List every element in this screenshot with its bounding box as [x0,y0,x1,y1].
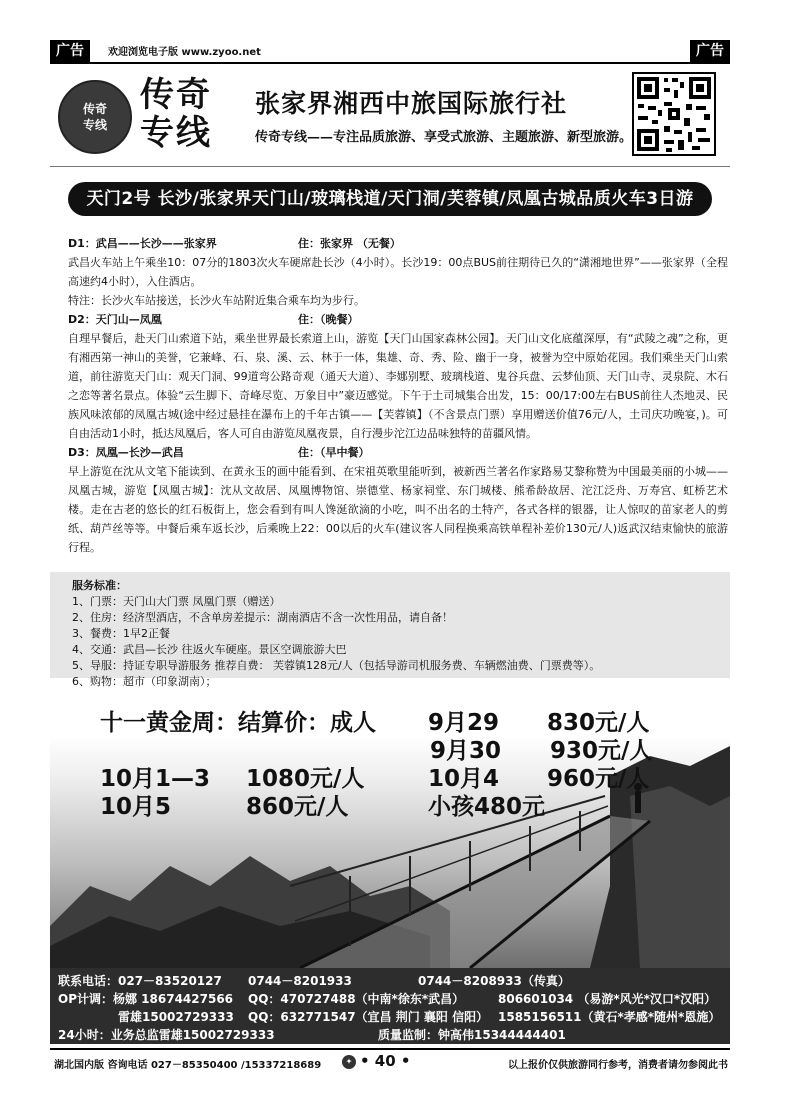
service-standards [50,572,730,688]
op-qq-2[interactable]: 806601034 （易游*风光*汉口*汉阳） [498,992,717,1006]
op-contact-2[interactable]: 雷雄15002729333 [118,1010,234,1024]
price-section [50,700,730,820]
ad-label-right: 广告 [690,40,730,62]
contact-panel [50,968,730,1044]
op-contact[interactable]: OP计调：杨娜 18674427566 [58,992,234,1006]
logo-wordmark [140,76,212,152]
day-3-heading [68,443,728,462]
op-qq-1[interactable]: QQ：470727488（中南*徐东*武昌） [248,992,465,1006]
itinerary [68,234,728,557]
service-item: 5、导服：持证专职导游服务 推荐自费： 芙蓉镇128元/人（包括导游司机服务费、车辆燃油费、门票费等）。 [72,659,601,672]
price-value-4: 960元/人 [547,766,650,792]
day-3-description: 早上游览在沈从文笔下能读到、在黄永玉的画中能看到、在宋祖英歌里能听到，被新西兰著名作家路易艾黎称赞为中国最美丽的小城——凤凰古城，游览【凤凰古城】：沈从文故居、凤凰博物馆、崇德堂、杨家祠堂、东门城楼、熊希龄故居、沱江泛舟、万寿宫、虹桥艺术楼。走在古老的悠长的红石板街上，您会看到有叫人馋涎欲滴的小吃，叫不出名的土特产，各式各样的银器，让人惊叹的苗家老人的剪纸、葫芦丝等等。中餐后乘车返长沙，后乘晚上22：00以后的火车(建议客人同程换乘高铁单程补差价130元/人)返武汉结束愉快的旅游行程。 [68,465,728,554]
page-footer [50,1048,730,1074]
contact-phone-2[interactable]: 0744－8201933 [248,974,352,988]
logo-emblem-line1: 传奇 [82,102,107,116]
op-qq-4[interactable]: 1585156511（黄石*孝感*随州*恩施） [498,1010,721,1024]
op-qq-3[interactable]: QQ：632771547（宜昌 荆门 襄阳 信阳） [248,1010,489,1024]
price-date-2: 9月30 [430,738,502,764]
qr-code-icon[interactable] [632,72,716,156]
company-name: 张家界湘西中旅国际旅行社 [255,89,568,118]
quality-supervisor[interactable]: 质量监制：钟高伟15344444401 [378,1028,566,1042]
price-date-5: 10月5 [100,794,172,820]
day-2-heading [68,310,728,329]
day-2-description: 自理早餐后，赴天门山索道下站，乘坐世界最长索道上山，游览【天门山国家森林公园】。天门山文化底蕴深厚，有“武陵之魂”之称，更有湘西第一神山的美誉，它兼峰、石、泉、溪、云、林于一体，集雄、奇、秀、险、幽于一身，被誉为空中原始花园。我们乘坐天门山索道，前往游览天门山：观天门洞、99道弯公路奇观（通天大道）、李娜别墅、玻璃栈道、鬼谷兵盘、云梦仙顶、天门山寺、灵泉院、木石之恋等著名景点。体验“云生脚下、奇峰尽览、万象目中”豪迈感觉。下午于土司城集合出发，15：00/17:00左右BUS前往人杰地灵、民族风味浓郁的凤凰古城(途中经过悬挂在瀑布上的千年古镇——【芙蓉镇】（不含景点门票）享用赠送价值76元/人，土司庆功晚宴，)。可自由活动1小时，抵达凤凰后，客人可自由游览凤凰夜景，自行漫步沱江边品味独特的苗疆风情。 [68,332,728,440]
logo-wordmark-line2: 专线 [140,113,212,153]
day-3-route: D3：凤凰—长沙—武昌 [68,446,184,459]
logo-emblem-line2: 专线 [82,118,107,132]
day-1-route: D1：武昌——长沙——张家界 [68,237,217,250]
day-2-route: D2：天门山—凤凰 [68,313,162,326]
footer-disclaimer: 以上报价仅供旅游同行参考，消费者请勿参阅此书 [508,1060,728,1071]
price-value-1: 830元/人 [547,710,650,736]
contact-phone[interactable]: 联系电话：027－83520127 [58,974,222,988]
page-number-text: • 40 • [360,1052,411,1070]
day-1-heading [68,234,728,253]
price-label: 十一黄金周：结算价：成人 [100,710,376,736]
publication-badge-icon: ✦ [342,1055,356,1069]
logo-wordmark-line1: 传奇 [140,75,212,115]
company-slogan: 传奇专线——专注品质旅游、享受式旅游、主题旅游、新型旅游。 [255,130,633,145]
day-1-stay: 住：张家界 （无餐） [298,237,401,250]
ad-header [50,40,730,64]
price-date-4: 10月4 [428,766,500,792]
service-item: 6、购物：超市（印象湖南）； [72,675,217,688]
day-1-note: 特注：长沙火车站接送，长沙火车站附近集合乘车均为步行。 [68,294,365,307]
logo-emblem [58,80,132,154]
price-value-3: 1080元/人 [246,766,365,792]
service-item: 4、交通：武昌—长沙 往返火车硬座。景区空调旅游大巴 [72,643,347,656]
service-heading: 服务标准： [72,579,127,592]
website-welcome[interactable]: 欢迎浏览电子版 www.zyoo.net [108,47,261,58]
page-number [342,1052,411,1070]
day-1-description: 武昌火车站上午乘坐10：07分的1803次火车硬席赴长沙（4小时）。长沙19：00点BUS前往期待已久的“潇湘地世界”——张家界（全程高速约4小时），入住酒店。 [68,256,728,288]
day-2-stay: 住：（晚餐） [298,313,359,326]
price-date-3: 10月1—3 [100,766,211,792]
price-date-1: 9月29 [428,710,500,736]
service-item: 2、住房：经济型酒店，不含单房差提示：湖南酒店不含一次性用品，请自备！ [72,611,453,624]
brand-header [50,66,730,164]
price-value-5: 860元/人 [246,794,349,820]
tour-title-banner: 天门2号 长沙/张家界天门山/玻璃栈道/天门洞/芙蓉镇/凤凰古城品质火车3日游 [68,182,712,216]
brand-divider [50,166,730,167]
price-value-2: 930元/人 [550,738,653,764]
day-3-stay: 住：（早中餐） [298,446,370,459]
service-item: 1、门票：天门山大门票 凤凰门票（赠送） [72,595,281,608]
footer-edition: 湖北国内版 咨询电话 027－85350400 /15337218689 [54,1060,322,1071]
ad-label-left: 广告 [50,40,90,62]
price-child: 小孩480元 [428,794,546,820]
hotline-24h[interactable]: 24小时：业务总监雷雄15002729333 [58,1028,275,1042]
contact-fax[interactable]: 0744－8208933（传真） [418,974,570,988]
service-item: 3、餐费：1早2正餐 [72,627,170,640]
